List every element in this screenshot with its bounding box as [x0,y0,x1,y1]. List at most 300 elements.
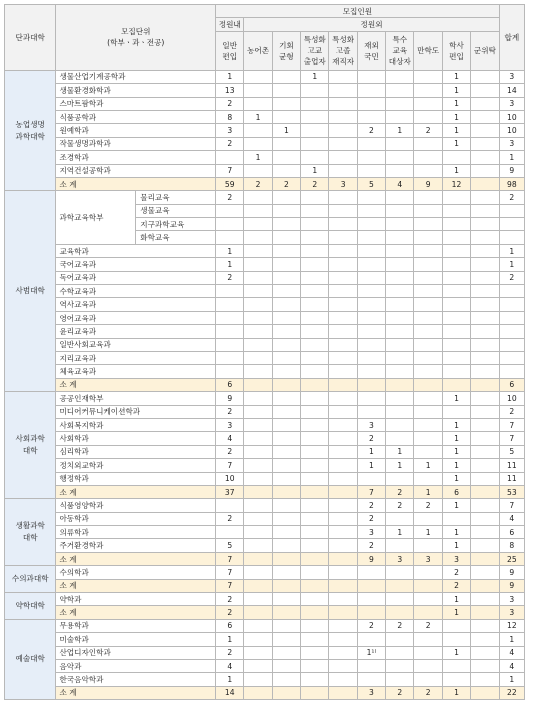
value-cell [471,177,499,190]
subtotal-label: 소 계 [56,579,216,592]
value-cell [329,231,357,244]
value-cell [329,566,357,579]
value-cell [244,593,272,606]
value-cell: 5 [357,177,385,190]
table-row [5,365,525,378]
department-name: 작물생명과학과 [56,137,216,150]
value-cell [329,579,357,592]
value-cell [357,258,385,271]
value-cell: 3 [216,124,244,137]
value-cell [414,633,442,646]
value-cell [301,472,329,485]
value-cell [244,164,272,177]
value-cell [357,338,385,351]
value-cell [442,673,470,686]
value-cell [272,472,300,485]
value-cell [329,338,357,351]
value-cell [216,338,244,351]
department-name: 사회학과 [56,432,216,445]
subgroup-item-name: 생물교육 [136,204,216,217]
total-cell: 3 [499,593,524,606]
value-cell [272,659,300,672]
value-cell [329,405,357,418]
table-row [5,97,525,110]
department-name: 원예학과 [56,124,216,137]
table-row [5,432,525,445]
value-cell [329,151,357,164]
value-cell [471,204,499,217]
value-cell [216,218,244,231]
value-cell [471,539,499,552]
value-cell [442,151,470,164]
value-cell [301,499,329,512]
value-cell [471,673,499,686]
value-cell [471,298,499,311]
value-cell [471,271,499,284]
total-cell [499,285,524,298]
college-cell [5,593,56,620]
value-cell: 1 [386,445,414,458]
value-cell [301,244,329,257]
value-cell [272,351,300,364]
value-cell [442,378,470,391]
department-name: 약학과 [56,593,216,606]
value-cell: 4 [216,432,244,445]
total-cell: 53 [499,485,524,498]
value-cell [471,338,499,351]
value-cell [329,218,357,231]
value-cell [414,378,442,391]
value-cell [244,271,272,284]
value-cell: 1 [442,70,470,83]
value-cell [216,298,244,311]
text-line: 국민 [364,51,379,61]
value-cell [357,244,385,257]
value-cell: 1 [357,459,385,472]
table-row [5,137,525,150]
subtotal-row [5,177,525,190]
value-cell [244,84,272,97]
value-cell [471,579,499,592]
header-college: 단과대학 [5,5,56,71]
value-cell [272,137,300,150]
value-cell [272,686,300,699]
value-cell: 1 [442,606,470,619]
value-cell [471,499,499,512]
value-cell: 1 [357,445,385,458]
value-cell [386,593,414,606]
value-cell [329,526,357,539]
table-row [5,191,525,204]
subtotal-label: 소 계 [56,378,216,391]
college-cell [5,191,56,392]
text-line: 군위탁 [473,46,496,56]
value-cell [471,485,499,498]
total-cell: 3 [499,70,524,83]
value-cell: 6 [216,619,244,632]
value-cell: 2 [216,512,244,525]
value-cell: 1 [244,151,272,164]
table-row [5,285,525,298]
value-cell [414,659,442,672]
value-cell [272,298,300,311]
total-cell: 5 [499,445,524,458]
total-cell [499,351,524,364]
department-name: 무용학과 [56,619,216,632]
value-cell [329,298,357,311]
value-cell [272,673,300,686]
department-name: 한국음악학과 [56,673,216,686]
value-cell [329,432,357,445]
value-cell: 2 [216,646,244,659]
department-name: 식품공학과 [56,110,216,123]
value-cell [386,633,414,646]
value-cell [244,566,272,579]
text-line: 재외 [364,40,379,50]
table-row [5,512,525,525]
value-cell [301,271,329,284]
value-cell: 3 [329,177,357,190]
value-cell: 2 [301,177,329,190]
value-cell [329,392,357,405]
value-cell [329,244,357,257]
value-cell [272,552,300,565]
value-cell [471,392,499,405]
department-name: 일반사회교육과 [56,338,216,351]
total-cell: 1 [499,673,524,686]
value-cell [357,405,385,418]
total-cell [499,365,524,378]
department-name: 조경학과 [56,151,216,164]
header-col [329,31,357,70]
value-cell [442,365,470,378]
value-cell [244,579,272,592]
value-cell: 1¹⁾ [357,646,385,659]
table-row [5,646,525,659]
value-cell [471,432,499,445]
value-cell [301,579,329,592]
value-cell [386,244,414,257]
value-cell [301,552,329,565]
header-unit-line2: (학부ㆍ과ㆍ전공) [107,38,165,48]
value-cell [357,378,385,391]
value-cell [357,218,385,231]
total-cell [499,204,524,217]
value-cell [272,218,300,231]
value-cell [442,244,470,257]
value-cell [471,70,499,83]
value-cell [329,606,357,619]
header-unit [56,5,216,71]
value-cell [357,311,385,324]
value-cell [414,539,442,552]
table-row [5,298,525,311]
department-name: 심리학과 [56,445,216,458]
value-cell [386,191,414,204]
college-cell [5,499,56,566]
total-cell: 7 [499,432,524,445]
value-cell [329,485,357,498]
value-cell [414,325,442,338]
value-cell [442,285,470,298]
value-cell [272,593,300,606]
value-cell [386,271,414,284]
header-within: 정원내 [216,18,244,31]
value-cell [244,378,272,391]
value-cell [272,606,300,619]
header-col [244,31,272,70]
value-cell [414,432,442,445]
value-cell [244,97,272,110]
value-cell [329,164,357,177]
value-cell [301,673,329,686]
value-cell [272,285,300,298]
value-cell [357,579,385,592]
value-cell: 3 [357,686,385,699]
total-cell: 25 [499,552,524,565]
value-cell [272,512,300,525]
total-cell: 10 [499,392,524,405]
value-cell [244,418,272,431]
total-cell: 9 [499,164,524,177]
value-cell [301,405,329,418]
value-cell: 2 [216,191,244,204]
table-row [5,445,525,458]
value-cell [442,325,470,338]
value-cell [386,673,414,686]
value-cell [244,311,272,324]
header-col [414,31,442,70]
value-cell [386,298,414,311]
value-cell [357,137,385,150]
value-cell: 7 [216,164,244,177]
value-cell [272,164,300,177]
value-cell: 2 [216,445,244,458]
value-cell: 13 [216,84,244,97]
value-cell [386,378,414,391]
value-cell [244,405,272,418]
department-name: 국어교육과 [56,258,216,271]
value-cell: 1 [216,673,244,686]
value-cell [301,459,329,472]
subtotal-row [5,606,525,619]
text-line: 편입 [449,51,464,61]
value-cell [301,526,329,539]
total-cell [499,311,524,324]
header-outside: 정원외 [244,18,499,31]
value-cell [442,298,470,311]
value-cell: 7 [216,459,244,472]
value-cell [329,445,357,458]
value-cell: 5 [216,539,244,552]
total-cell [499,231,524,244]
subtotal-label: 소 계 [56,686,216,699]
value-cell [216,325,244,338]
value-cell [244,659,272,672]
value-cell [329,646,357,659]
value-cell: 1 [216,258,244,271]
value-cell [301,378,329,391]
value-cell [329,659,357,672]
subtotal-label: 소 계 [56,552,216,565]
college-cell [5,619,56,699]
value-cell [301,338,329,351]
value-cell [329,539,357,552]
value-cell [442,271,470,284]
value-cell [244,204,272,217]
value-cell [357,204,385,217]
department-name: 산업디자인학과 [56,646,216,659]
value-cell [329,204,357,217]
value-cell: 2 [357,432,385,445]
table-row [5,659,525,672]
value-cell [301,351,329,364]
value-cell [414,673,442,686]
value-cell [414,311,442,324]
value-cell [216,365,244,378]
total-cell: 9 [499,566,524,579]
value-cell [244,472,272,485]
total-cell: 7 [499,499,524,512]
value-cell [357,84,385,97]
value-cell [301,445,329,458]
value-cell [442,405,470,418]
department-name: 독어교육과 [56,271,216,284]
subtotal-row [5,485,525,498]
department-name: 지역건설공학과 [56,164,216,177]
text-line: 기회 [279,40,294,50]
value-cell [471,151,499,164]
value-cell [442,659,470,672]
value-cell [357,298,385,311]
value-cell [301,619,329,632]
value-cell [357,606,385,619]
table-row [5,459,525,472]
value-cell [329,285,357,298]
department-name: 행정학과 [56,472,216,485]
total-cell: 6 [499,526,524,539]
value-cell [471,659,499,672]
value-cell [386,512,414,525]
value-cell: 1 [442,97,470,110]
value-cell [244,619,272,632]
value-cell [272,619,300,632]
value-cell [471,512,499,525]
header-col [357,31,385,70]
value-cell [301,124,329,137]
value-cell [357,673,385,686]
department-name: 정치외교학과 [56,459,216,472]
value-cell [301,633,329,646]
table-row [5,124,525,137]
value-cell [414,164,442,177]
value-cell [301,285,329,298]
value-cell [357,191,385,204]
value-cell [301,606,329,619]
value-cell [301,311,329,324]
value-cell [301,191,329,204]
value-cell: 1 [442,392,470,405]
total-cell: 6 [499,378,524,391]
value-cell [357,285,385,298]
value-cell [414,646,442,659]
value-cell [272,204,300,217]
text-line: 대상자 [388,57,411,67]
text-line: 고교 [307,46,323,56]
value-cell: 2 [216,97,244,110]
value-cell [414,285,442,298]
value-cell [386,204,414,217]
value-cell [216,499,244,512]
value-cell [272,418,300,431]
table-row [5,526,525,539]
value-cell: 2 [357,512,385,525]
value-cell: 1 [442,137,470,150]
value-cell [471,378,499,391]
value-cell [216,351,244,364]
value-cell [244,673,272,686]
subtotal-label: 소 계 [56,485,216,498]
value-cell [272,110,300,123]
text-line: 학사 [449,40,464,50]
value-cell [244,70,272,83]
value-cell: 2 [414,619,442,632]
table-row [5,258,525,271]
value-cell: 4 [386,177,414,190]
value-cell: 1 [442,526,470,539]
value-cell [442,338,470,351]
header-recruit: 모집인원 [216,5,500,18]
text-line: 예술대학 [15,654,45,664]
value-cell [301,646,329,659]
value-cell [244,526,272,539]
value-cell: 1 [244,110,272,123]
table-row [5,405,525,418]
value-cell: 7 [216,552,244,565]
value-cell [301,151,329,164]
department-name: 역사교육과 [56,298,216,311]
value-cell [272,646,300,659]
value-cell: 6 [442,485,470,498]
value-cell: 1 [216,244,244,257]
value-cell [301,231,329,244]
total-cell: 4 [499,512,524,525]
value-cell [272,499,300,512]
value-cell [301,84,329,97]
value-cell [272,325,300,338]
value-cell [442,218,470,231]
value-cell [272,365,300,378]
table-row [5,499,525,512]
value-cell [329,512,357,525]
value-cell [301,204,329,217]
total-cell: 4 [499,659,524,672]
value-cell [244,646,272,659]
value-cell: 2 [216,137,244,150]
value-cell [244,459,272,472]
value-cell [414,606,442,619]
value-cell [414,579,442,592]
college-cell [5,70,56,191]
value-cell [386,606,414,619]
table-row [5,593,525,606]
value-cell [357,151,385,164]
value-cell [329,552,357,565]
table-row [5,164,525,177]
value-cell [272,526,300,539]
value-cell [386,392,414,405]
text-line: 특수 [392,35,408,45]
